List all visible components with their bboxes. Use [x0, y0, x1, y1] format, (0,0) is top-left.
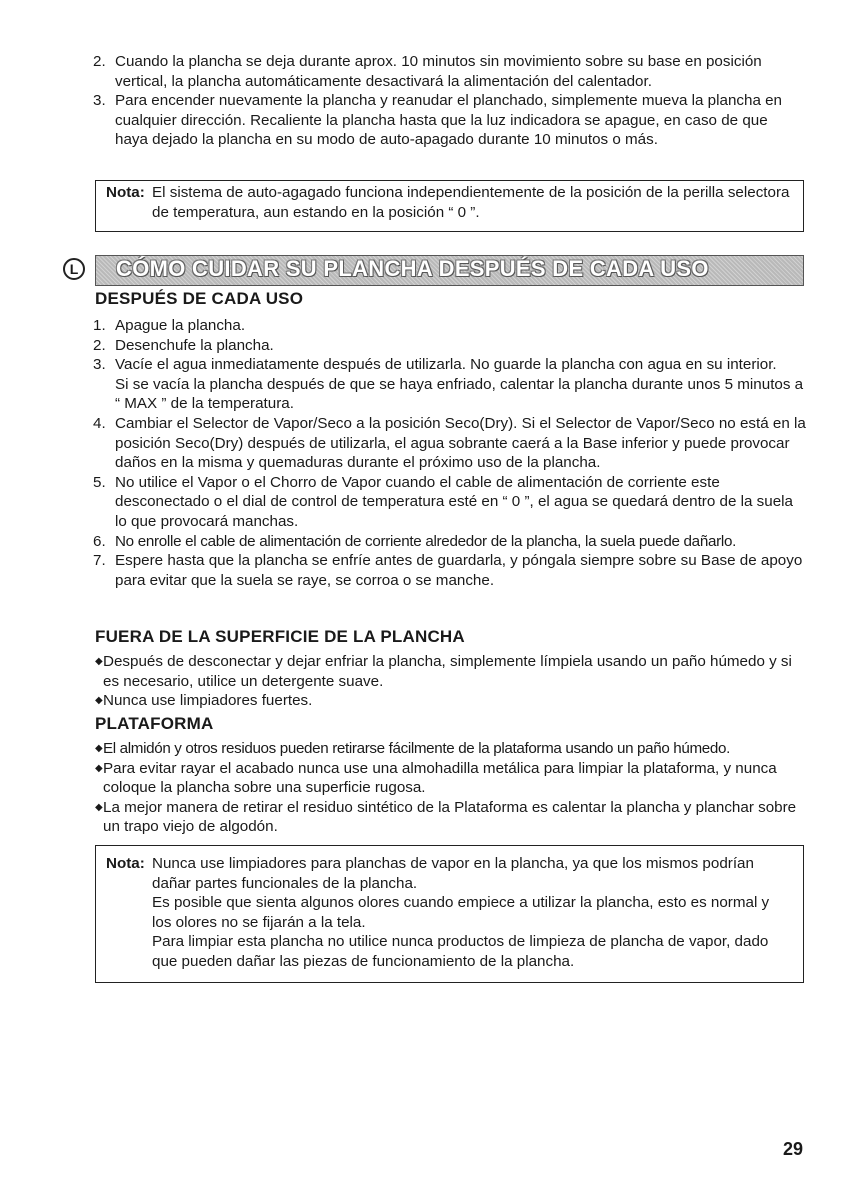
- bullet-text: La mejor manera de retirar el residuo sintético de la Plataforma es calentar la plancha y planchar sobre un trapo viejo de algodón.: [103, 798, 797, 836]
- item-text: Espere hasta que la plancha se enfríe antes de guardarla, y póngala siempre sobre su Base de apoyo para evitar que la suela se raye, se corroa o se manche.: [115, 552, 803, 589]
- heading-outside-surface: FUERA DE LA SUPERFICIE DE LA PLANCHA: [95, 627, 465, 646]
- bullet-icon: ◆: [95, 762, 103, 774]
- item-number: 3.: [93, 92, 106, 110]
- bullet-icon: ◆: [95, 743, 103, 754]
- note-paragraph: Es posible que sienta algunos olores cuando empiece a utilizar la plancha, esto es normal y los olores no se fijarán a la tela.: [152, 894, 770, 931]
- section-title: CÓMO CUIDAR SU PLANCHA DESPUÉS DE CADA USO: [116, 256, 709, 281]
- item-text: No enrolle el cable de alimentación de corriente alrededor de la plancha, la suela puede dañarlo.: [115, 532, 737, 550]
- outside-bullet-list: [95, 652, 808, 711]
- note-box-auto-off: [95, 180, 804, 232]
- list-item: [93, 336, 808, 356]
- bullet-text: El almidón y otros residuos pueden retirarse fácilmente de la plataforma usando un paño húmedo.: [103, 740, 730, 757]
- bullet-item: [95, 691, 808, 711]
- bullet-text: Para evitar rayar el acabado nunca use una almohadilla metálica para limpiar la plataforma, y nunca coloque la plancha sobre una superficie rugosa.: [103, 759, 777, 797]
- note-label: Nota:: [106, 184, 145, 201]
- bullet-item: [95, 798, 811, 837]
- item-text: Vacíe el agua inmediatamente después de utilizarla. No guarde la plancha con agua en su interior.: [115, 356, 777, 374]
- item-number: 2.: [93, 53, 106, 70]
- bullet-item: [95, 652, 808, 691]
- item-number: 3.: [93, 356, 106, 374]
- item-number: 7.: [93, 552, 106, 570]
- item-number: 1.: [93, 317, 106, 334]
- item-number: 4.: [93, 414, 106, 432]
- note-row: [106, 183, 791, 222]
- section-title-band: [95, 255, 804, 286]
- language-marker: L: [63, 258, 85, 280]
- bullet-icon: ◆: [95, 656, 103, 667]
- note-row: [106, 854, 791, 972]
- heading-soleplate: PLATAFORMA: [95, 714, 214, 733]
- item-number: 5.: [93, 473, 106, 491]
- list-item: [93, 316, 808, 336]
- item-text: Si se vacía la plancha después de que se haya enfriado, calentar la plancha durante unos 5 minutos a “ MAX ” de la temperatura.: [115, 375, 804, 413]
- list-item: [93, 473, 808, 532]
- list-item: [93, 551, 808, 590]
- list-item: [93, 355, 808, 375]
- item-number: 6.: [93, 532, 106, 550]
- bullet-text: Después de desconectar y dejar enfriar la plancha, simplemente límpiela usando un paño húmedo y si es necesario, utilice un detergente suave.: [103, 653, 792, 690]
- note-box-cleaning: [95, 845, 804, 983]
- note-paragraph: Para limpiar esta plancha no utilice nunca productos de limpieza de plancha de vapor, dado que pueden dañar las piezas de funcionamiento de la plancha.: [152, 933, 769, 970]
- item-text: Apague la plancha.: [115, 317, 246, 334]
- list-item: [93, 532, 808, 552]
- list-item: [93, 414, 808, 473]
- after-use-list: [93, 316, 808, 590]
- top-item-list: [93, 52, 793, 150]
- list-item: [93, 91, 793, 150]
- bullet-item: [95, 739, 811, 759]
- note-label: Nota:: [106, 855, 145, 872]
- item-number: 2.: [93, 336, 106, 354]
- bullet-item: [95, 759, 811, 798]
- item-text: Desenchufe la plancha.: [115, 336, 274, 354]
- bullet-icon: ◆: [95, 695, 103, 707]
- list-item: [93, 52, 793, 91]
- item-number: [93, 375, 115, 414]
- bullet-text: Nunca use limpiadores fuertes.: [103, 692, 313, 710]
- heading-after-use: DESPUÉS DE CADA USO: [95, 289, 304, 308]
- list-item-continuation: [93, 375, 808, 414]
- page-number: 29: [782, 1139, 803, 1159]
- item-text: No utilice el Vapor o el Chorro de Vapor cuando el cable de alimentación de corriente este desconectado o el dial de control de temperatura esté en “ 0 ”, el agua se quedará dentro de la suela lo que provocará manchas.: [115, 473, 793, 530]
- note-paragraph: Nunca use limpiadores para planchas de vapor en la plancha, ya que los mismos podrían dañar partes funcionales de la plancha.: [152, 855, 754, 892]
- soleplate-bullet-list: [95, 739, 811, 837]
- item-text: Cambiar el Selector de Vapor/Seco a la posición Seco(Dry). Si el Selector de Vapor/Seco no está en la posición Seco(Dry) después de utilizarla, el agua sobrante caerá a la Base inferior y puede provocar daños en la misma y quemaduras durante el próximo uso de la plancha.: [115, 414, 806, 472]
- note-body: [152, 854, 791, 972]
- item-text: Cuando la plancha se deja durante aprox. 10 minutos sin movimiento sobre su base en posición vertical, la plancha automáticamente desactivará la alimentación del calentador.: [115, 53, 762, 90]
- item-text: Para encender nuevamente la plancha y reanudar el planchado, simplemente mueva la plancha en cualquier dirección. Recaliente la plancha hasta que la luz indicadora se apague, en caso de que haya dejado la plancha en su modo de auto-apagado durante 10 minutos o más.: [115, 92, 782, 149]
- bullet-icon: ◆: [95, 801, 103, 813]
- note-text: El sistema de auto-agagado funciona independientemente de la posición de la perilla selectora de temperatura, aun estando en la posición “ 0 ”.: [152, 184, 790, 221]
